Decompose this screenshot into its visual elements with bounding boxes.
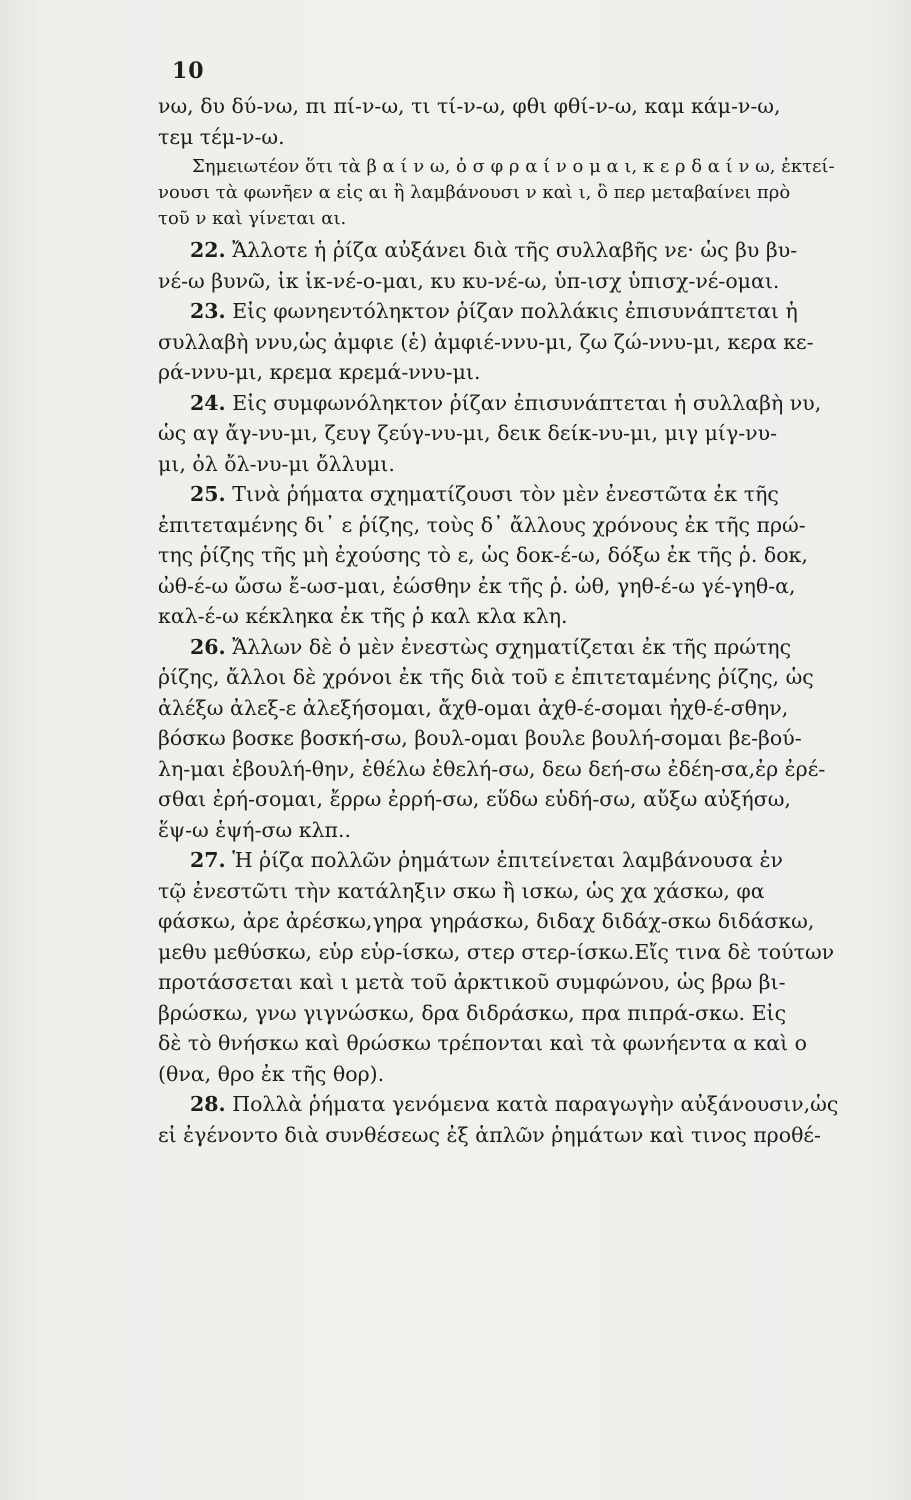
text-line: νω, δυ δύ-νω, πι πί-ν-ω, τι τί-ν-ω, φθι φθί-ν-ω, καμ κάμ-ν-ω, [158, 94, 781, 118]
text-line: ὡς αγ ἄγ-νυ-μι, ζευγ ζεύγ-νυ-μι, δεικ δείκ-νυ-μι, μιγ μίγ-νυ- [158, 421, 778, 445]
section-number: 26. [190, 634, 226, 659]
text-line: συλλαβὴ ννυ,ὡς ἀμφιε (ἑ) ἀμφιέ-ννυ-μι, ζω ζώ-ννυ-μι, κερα κε- [158, 329, 814, 354]
page-number: 10 [172, 58, 205, 84]
section-number: 23. [190, 299, 226, 323]
note-line: Σημειωτέον ὅτι τὰ β α ί ν ω, ὀ σ φ ρ α ί ν ο μ α ι, κ ε ρ δ α ί ν ω, ἐκτεί- [192, 156, 835, 177]
paragraph-start-26: 26. Ἄλλων δὲ ὁ μὲν ἐνεστὼς σχηματίζεται ἐκ τῆς πρώτης [190, 634, 792, 659]
paragraph-start-24: 24. Εἰς συμφωνόληκτον ῥίζαν ἐπισυνάπτεται ἡ συλλαβὴ νυ, [190, 390, 822, 415]
note-line: τοῦ ν καὶ γίνεται αι. [158, 208, 347, 229]
text-line: καλ-έ-ω κέκληκα ἐκ τῆς ῥ καλ κλα κλη. [158, 604, 568, 628]
section-number: 24. [190, 390, 226, 415]
note-line: νουσι τὰ φωνῆεν α εἰς αι ἢ λαμβάνουσι ν καὶ ι, ὃ περ μεταβαίνει πρὸ [158, 182, 791, 203]
text-line: προτάσσεται καὶ ι μετὰ τοῦ ἀρκτικοῦ συμφώνου, ὡς βρω βι- [158, 970, 786, 994]
text-line: ἀλέξω ἀλεξ-ε ἀλεξήσομαι, ἄχθ-ομαι ἀχθ-έ-σομαι ἠχθ-έ-σθην, [158, 695, 789, 720]
section-number: 28. [190, 1092, 226, 1116]
paragraph-start-22: 22. Ἄλλοτε ἡ ῥίζα αὐξάνει διὰ τῆς συλλαβῆς νε· ὡς βυ βυ- [190, 238, 798, 262]
text-line: λη-μαι ἐβουλή-θην, ἐθέλω ἐθελή-σω, δεω δεή-σω ἐδέη-σα,ἐρ ἐρέ- [158, 756, 826, 781]
paragraph-start-28: 28. Πολλὰ ῥήματα γενόμενα κατὰ παραγωγὴν αὐξάνουσιν,ὡς [190, 1092, 839, 1116]
section-number: 22. [190, 238, 226, 262]
paragraph-start-23: 23. Εἰς φωνηεντόληκτον ῥίζαν πολλάκις ἐπισυνάπτεται ἡ [190, 299, 798, 323]
text-line: ῥίζης, ἄλλοι δὲ χρόνοι ἐκ τῆς διὰ τοῦ ε ἐπιτεταμένης ῥίζης, ὡς [158, 665, 814, 689]
text-line: μεθυ μεθύσκω, εὑρ εὑρ-ίσκω, στερ στερ-ίσκω.Εἴς τινα δὲ τούτων [158, 939, 835, 964]
text-line: δὲ τὸ θνήσκω καὶ θρώσκω τρέπονται καὶ τὰ φωνήεντα α καὶ ο [158, 1031, 807, 1055]
paragraph-start-25: 25. Τινὰ ῥήματα σχηματίζουσι τὸν μὲν ἐνεστῶτα ἐκ τῆς [190, 482, 779, 506]
text-line: ἕψ-ω ἑψή-σω κλπ.. [158, 817, 352, 842]
text-line: νέ-ω βυνῶ, ἱκ ἱκ-νέ-ο-μαι, κυ κυ-νέ-ω, ὑπ-ισχ ὑπισχ-νέ-ομαι. [158, 268, 780, 293]
text-line: τῷ ἐνεστῶτι τὴν κατάληξιν σκω ἢ ισκω, ὡς χα χάσκω, φα [158, 878, 765, 903]
text-line: βόσκω βοσκε βοσκή-σω, βουλ-ομαι βουλε βουλή-σομαι βε-βού- [158, 726, 802, 750]
text-line: σθαι ἐρή-σομαι, ἔρρω ἐρρή-σω, εὕδω εὑδή-σω, αὔξω αὐξήσω, [158, 787, 791, 811]
text-line: εἰ ἐγένοντο διὰ συνθέσεως ἐξ ἁπλῶν ῥημάτων καὶ τινος προθέ- [158, 1122, 821, 1147]
text-line: ἐπιτεταμένης δι᾽ ε ῥίζης, τοὺς δ᾽ ἄλλους χρόνους ἐκ τῆς πρώ- [158, 512, 806, 537]
section-number: 25. [190, 482, 226, 506]
text-line: μι, ὀλ ὄλ-νυ-μι ὄλλυμι. [158, 451, 395, 476]
text-line: φάσκω, ἀρε ἀρέσκω,γηρα γηράσκω, διδαχ διδάχ-σκω διδάσκω, [158, 909, 815, 933]
text-line: ρά-ννυ-μι, κρεμα κρεμά-ννυ-μι. [158, 360, 481, 384]
text-line: (θνα, θρο ἐκ τῆς θορ). [158, 1061, 385, 1086]
body-text [158, 96, 848, 1155]
text-line: βρώσκω, γνω γιγνώσκω, δρα διδράσκω, πρα πιπρά-σκω. Εἰς [158, 1000, 787, 1025]
text-line: ὠθ-έ-ω ὤσω ἔ-ωσ-μαι, ἐώσθην ἐκ τῆς ῥ. ὠθ, γηθ-έ-ω γέ-γηθ-α, [158, 573, 796, 598]
paragraph-start-27: 27. Ἡ ῥίζα πολλῶν ῥημάτων ἐπιτείνεται λαμβάνουσα ἐν [190, 848, 783, 872]
text-line: της ῥίζης τῆς μὴ ἐχούσης τὸ ε, ὡς δοκ-έ-ω, δόξω ἐκ τῆς ῥ. δοκ, [158, 543, 808, 567]
text-line: τεμ τέμ-ν-ω. [158, 124, 285, 149]
section-number: 27. [190, 848, 226, 872]
